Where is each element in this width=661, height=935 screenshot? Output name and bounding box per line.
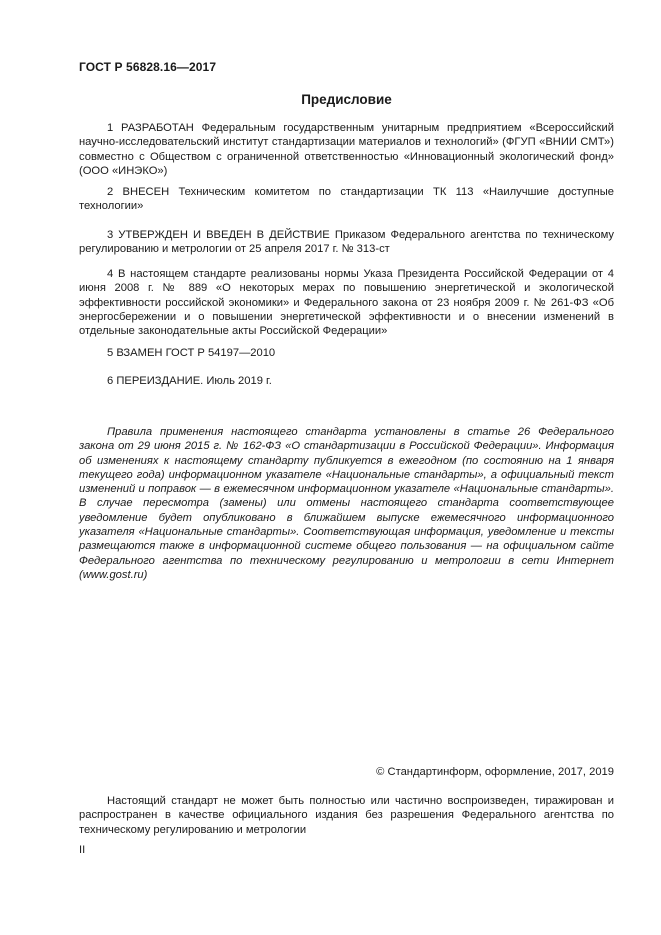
foreword-item-text: 2 ВНЕСЕН Техническим комитетом по стандартизации ТК 113 «Наилучшие доступные технологии» (79, 186, 614, 213)
document-code: ГОСТ Р 56828.16—2017 (79, 60, 217, 74)
page-title: Предисловие (301, 92, 392, 107)
foreword-item-text: 5 ВЗАМЕН ГОСТ Р 54197—2010 (107, 347, 276, 359)
foreword-item-text: 3 УТВЕРЖДЕН И ВВЕДЕН В ДЕЙСТВИЕ Приказом Федерального агентства по техническому регулированию и метрологии от 25 апреля 2017 г. № 313-ст (79, 229, 614, 256)
standard-application-notice: Правила применения настоящего стандарта установлены в статье 26 Федерального закона от 29 июня 2015 г. № 162-ФЗ «О стандартизации в Российской Федерации». Информация об изменениях к настоящему стандарту публикуется в ежегодном (по состоянию на 1 января текущего года) информационном указателе «Национальные стандарты», а официальный текст изменений и поправок — в ежемесячном информационном указателе «Национальные стандарты». В случае пересмотра (замены) или отмены настоящего стандарта соответствующее уведомление будет опубликовано в ближайшем выпуске ежемесячного информационного указателя «Национальные стандарты». Соответствующая информация, уведомление и тексты размещаются также в информационной системе общего пользования — на официальном сайте Федерального агентства по техническому регулированию и метрологии в сети Интернет (www.gost.ru) (79, 426, 614, 581)
foreword-item-text: 1 РАЗРАБОТАН Федеральным государственным унитарным предприятием «Всероссийский научно-исследовательский институт стандартизации материалов и технологий» (ФГУП «ВНИИ СМТ») совместно с Обществом с ограниченной ответственностью «Инновационный экологический фонд» (ООО «ИНЭКО») (79, 122, 614, 177)
foreword-item-4 (79, 267, 614, 338)
foreword-item-6 (79, 374, 614, 388)
reproduction-notice: Настоящий стандарт не может быть полностью или частично воспроизведен, тиражирован и распространен в качестве официального издания без разрешения Федерального агентства по техническому регулированию и метрологии (79, 795, 614, 836)
foreword-item-text: 4 В настоящем стандарте реализованы нормы Указа Президента Российской Федерации от 4 июня 2008 г. № 889 «О некоторых мерах по повышению энергетической и экологической эффективности российской экономики» и Федерального закона от 23 ноября 2009 г. № 261-ФЗ «Об энергосбережении и о повышении энергетической эффективности и о внесении изменений в отдельные законодательные акты Российской Федерации» (79, 268, 614, 338)
foreword-item-5 (79, 346, 614, 360)
foreword-item-text: 6 ПЕРЕИЗДАНИЕ. Июль 2019 г. (107, 375, 272, 387)
foreword-item-3 (79, 228, 614, 257)
foreword-item-1 (79, 121, 614, 178)
copyright-line: © Стандартинформ, оформление, 2017, 2019 (376, 766, 614, 778)
foreword-item-2 (79, 185, 614, 214)
page-number: II (79, 844, 86, 856)
